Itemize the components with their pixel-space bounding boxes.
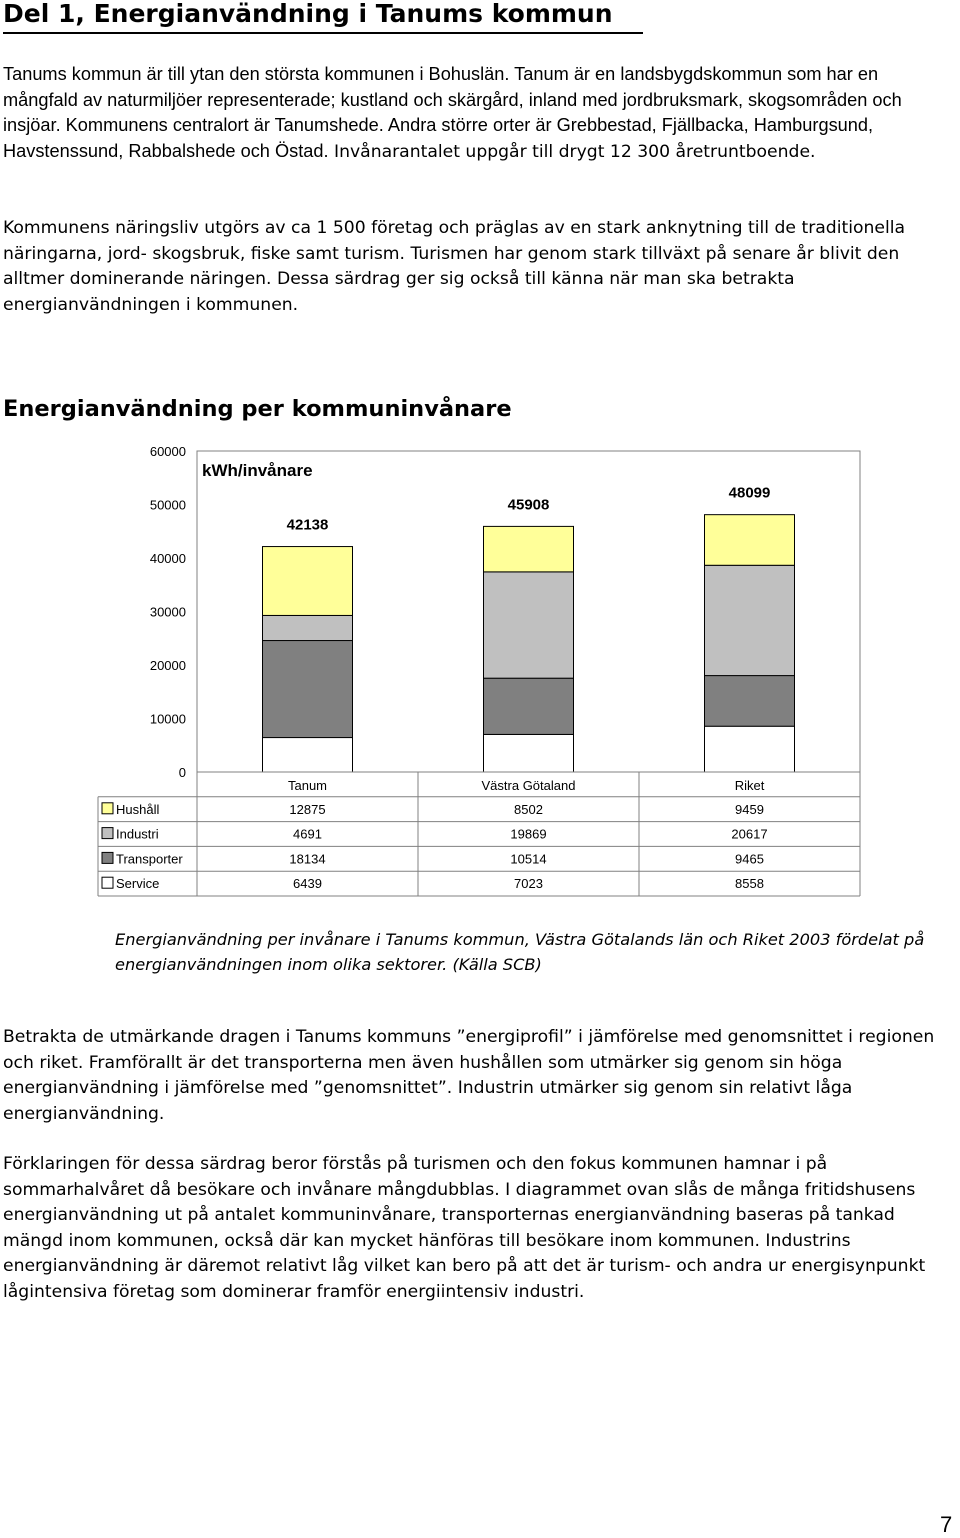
table-cell-value: 12875 (289, 801, 326, 817)
y-tick-label: 40000 (149, 551, 186, 566)
table-cell-value: 8558 (735, 876, 764, 892)
category-label: Tanum (287, 778, 328, 793)
table-cell-value: 9459 (735, 801, 764, 817)
legend-swatch-hushåll (102, 803, 113, 814)
business-paragraph: Kommunens näringsliv utgörs av ca 1 500 företag och präglas av en stark anknytning till de traditionella näringarna, jord- skogsbruk, fiske samt turism. Turismen har genom stark tillväxt på senare år blivit den alltmer dominerande näringen. Dessa särdrag ger sig också till känna när man ska betrakta energianvändningen i kommunen. (3, 218, 906, 315)
bar-segment-service (484, 734, 574, 772)
y-tick-label: 20000 (149, 658, 186, 673)
bar-segment-industri (263, 615, 353, 640)
y-tick-label: 50000 (149, 497, 186, 513)
bar-total-label: 48099 (728, 484, 771, 502)
page-number: 7 (940, 1512, 953, 1537)
y-tick-label: 30000 (149, 604, 186, 620)
category-label: Riket (734, 778, 765, 793)
chart-caption: Energianvändning per invånare i Tanums kommun, Västra Götalands län och Riket 2003 fördelat på energianvändningen inom olika sektorer. (Källa SCB) (115, 930, 925, 974)
bar-segment-industri (484, 572, 574, 678)
intro-population-text: Invånarantalet uppgår till drygt 12 300 åretruntboende. (328, 141, 816, 162)
bar-segment-hushåll (263, 547, 353, 616)
legend-label: Industri (116, 826, 159, 842)
bar-total-label: 45908 (507, 496, 550, 514)
table-cell-value: 8502 (514, 801, 543, 817)
bar-segment-service (705, 726, 795, 772)
table-cell-value: 18134 (289, 851, 326, 867)
intro-text: Tanums kommun är till ytan den största kommunen i Bohuslän. Tanum är en landsbygdskommun som har en mångfald av naturmiljöer representerade; kustland och skärgård, inland med jordbruksmark, skogsområden och insjöar. Kommunens centralort är Tanumshede. Andra större orter är Grebbestad, Fjällbacka, Hamburgsund, Havstenssund, Rabbalshede och Östad. (3, 64, 902, 161)
bar-segment-transporter (263, 641, 353, 738)
bar-segment-transporter (484, 678, 574, 734)
legend-swatch-industri (102, 828, 113, 839)
bar-total-label: 42138 (286, 516, 329, 534)
bar-segment-hushåll (484, 526, 574, 571)
bar-segment-transporter (705, 676, 795, 727)
category-label: Västra Götaland (481, 778, 576, 793)
explanation-paragraph: Förklaringen för dessa särdrag beror förstås på turismen och den fokus kommunen hamnar i på sommarhalvåret då besökare och invånare mångdubblas. I diagrammet ovan slås de många fritidshusens energianvändning ut på antalet kommuninvånare, transporternas energianvändning baseras på tankad mängd inom kommunen, också där kan mycket hänföras till besökare inom kommunen. Industrins energianvändning är däremot relativt låg vilket kan bero på att det är turism- och andra ur energisynpunkt lågintensiva företag som dominerar framför energiintensiv industri. (3, 1154, 926, 1302)
table-cell-value: 20617 (731, 826, 768, 842)
legend-label: Service (116, 876, 160, 892)
table-cell-value: 19869 (510, 826, 547, 842)
legend-label: Transporter (116, 851, 183, 867)
y-tick-label: 0 (178, 765, 186, 780)
page-heading: Del 1, Energianvändning i Tanums kommun (3, 0, 643, 34)
y-tick-label: 60000 (149, 444, 186, 459)
bar-segment-service (263, 738, 353, 772)
legend-swatch-service (102, 877, 113, 888)
table-cell-value: 4691 (293, 826, 322, 842)
legend-label: Hushåll (116, 801, 160, 817)
bar-segment-industri (705, 565, 795, 675)
table-cell-value: 6439 (293, 876, 322, 892)
unit-label: kWh/invånare (202, 461, 313, 480)
bar-segment-hushåll (705, 515, 795, 566)
profile-paragraph: Betrakta de utmärkande dragen i Tanums kommuns ”energiprofil” i jämförelse med genomsnittet i regionen och riket. Framförallt är det transporterna men även hushållen som utmärker sig genom sin höga energianvändning i jämförelse med ”genomsnittet”. Industrin utmärker sig genom sin relativt låga energianvändning. (3, 1027, 935, 1124)
table-cell-value: 9465 (735, 851, 764, 867)
table-cell-value: 10514 (510, 851, 547, 867)
table-cell-value: 7023 (514, 876, 543, 892)
y-tick-label: 10000 (149, 711, 186, 727)
legend-swatch-transporter (102, 852, 113, 863)
section-title: Energianvändning per kommuninvånare (3, 396, 512, 422)
